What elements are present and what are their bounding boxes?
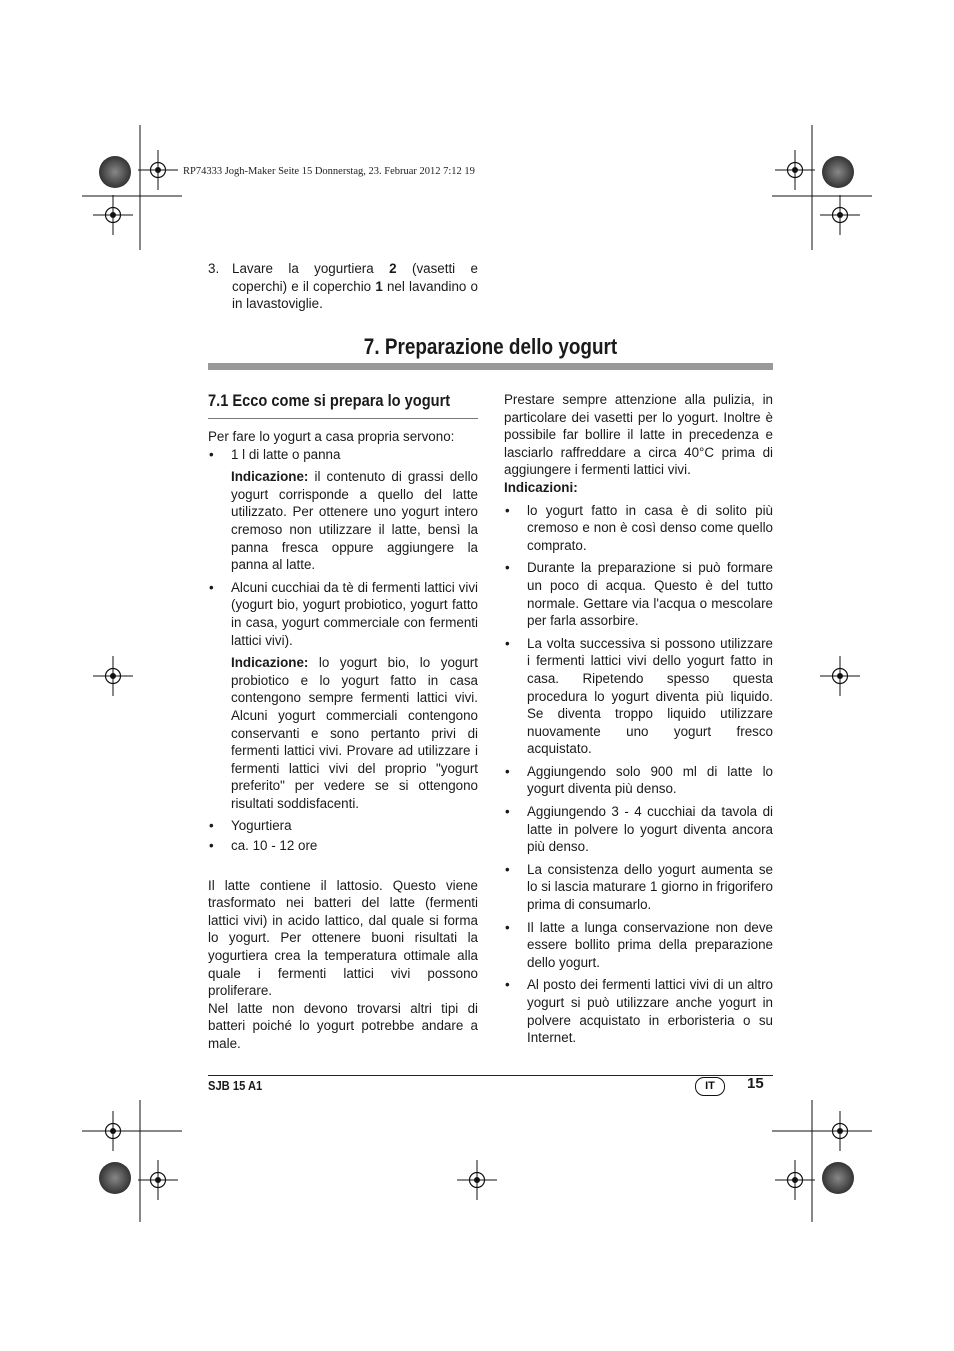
chapter-divider bbox=[208, 363, 773, 370]
list-item: • Il latte a lunga conservazione non deve essere bollito prima della preparazione dello yogurt. bbox=[504, 919, 773, 972]
right-column bbox=[504, 391, 773, 1047]
list-item: • Aggiungendo solo 900 ml di latte lo yogurt diventa più denso. bbox=[504, 763, 773, 798]
intro-text: Prestare sempre attenzione alla pulizia, in particolare dei vasetti per lo yogurt. Inoltre è possibile far bollire il latte in precedenza e lasciarlo raffreddare a circa 40°C prima di aggiungere i fermenti lattici vivi. bbox=[504, 392, 773, 478]
list-item: • Al posto dei fermenti lattici vivi di un altro yogurt si può utilizzare anche yogurt in polvere acquistato in erboristeria o su Internet. bbox=[504, 976, 773, 1046]
list-item: • La volta successiva si possono utilizzare i fermenti lattici vivi dello yogurt fatto in casa. Ripetendo spesso questa procedura lo yogurt diventa più liquido. Se diventa troppo liquido utilizzare nuovamente uno yogurt fresco acquistato. bbox=[504, 635, 773, 758]
body-paragraph: Il latte contiene il lattosio. Questo viene trasformato nei batteri del latte (fermenti lattici vivi) in acido lattico, dal quale si forma lo yogurt. Per ottenere buoni risultati la yogurtiera crea la temperatura ottimale alla quale i fermenti lattici vivi possono proliferare. bbox=[208, 877, 478, 999]
note-paragraph: Indicazione: lo yogurt bio, lo yogurt probiotico e lo yogurt fatto in casa contengono sempre fermenti lattici vivi. Alcuni yogurt commerciali contengono conservanti e sono pertanto privi di fermenti lattici vivi. Provare ad utilizzare i fermenti lattici vivi del proprio "yogurt preferito" per vedere se si ottengono risultati soddisfacenti. bbox=[231, 655, 478, 811]
footer-divider bbox=[208, 1075, 773, 1076]
page-number: 15 bbox=[747, 1075, 764, 1092]
chapter-title: 7. Preparazione dello yogurt bbox=[363, 334, 618, 359]
part-ref-1: 1 bbox=[375, 278, 383, 294]
list-item: • Alcuni cucchiai da tè di fermenti lattici vivi (yogurt bio, yogurt probiotico, yogurt fatto in casa, yogurt commerciale con fermenti lattici vivi). bbox=[208, 579, 478, 649]
language-badge: IT bbox=[695, 1077, 725, 1096]
left-column bbox=[208, 428, 478, 1053]
note-label: Indicazione: bbox=[231, 655, 309, 671]
list-item: • Yogurtiera bbox=[208, 817, 478, 835]
note-label: Indicazione: bbox=[231, 469, 309, 485]
list-item: • Aggiungendo 3 - 4 cucchiai da tavola di latte in polvere lo yogurt diventa ancora più denso. bbox=[504, 803, 773, 856]
list-item: • La consistenza dello yogurt aumenta se lo si lascia maturare 1 giorno in frigorifero prima di consumarlo. bbox=[504, 861, 773, 914]
list-item: • lo yogurt fatto in casa è di solito più cremoso e non è così denso come quello comprato. bbox=[504, 502, 773, 555]
model-number: SJB 15 A1 bbox=[208, 1078, 263, 1093]
intro-text: Per fare lo yogurt a casa propria servono: bbox=[208, 429, 455, 444]
print-job-header: RP74333 Jogh-Maker Seite 15 Donnerstag, 23. Februar 2012 7:12 19 bbox=[183, 166, 475, 177]
list-item: • 1 l di latte o panna bbox=[208, 446, 478, 464]
list-item: • ca. 10 - 12 ore bbox=[208, 837, 478, 855]
section-divider bbox=[208, 418, 478, 419]
list-item: • Durante la preparazione si può formare un poco di acqua. Questo è del tutto normale. Gettare via l'acqua o mescolare per farla assorbire. bbox=[504, 559, 773, 629]
step-3 bbox=[208, 260, 478, 313]
part-ref-2: 2 bbox=[389, 261, 397, 276]
section-title: 7.1 Ecco come si prepara lo yogurt bbox=[208, 391, 451, 410]
step-number: 3. bbox=[208, 261, 220, 276]
note-paragraph: Indicazione: il contenuto di grassi dello yogurt corrisponde a quello del latte utilizzato. Per ottenere uno yogurt intero cremoso non utilizzare il latte, bensì la panna fresca oppure aggiungere la panna al latte. bbox=[231, 469, 478, 573]
body-paragraph: Nel latte non devono trovarsi altri tipi di batteri poiché lo yogurt potrebbe andare a male. bbox=[208, 1000, 478, 1051]
notes-label: Indicazioni: bbox=[504, 479, 578, 495]
step-text: Lavare la yogurtiera 2 (vasetti e coperchi) e il coperchio 1 nel lavandino o in lavastoviglie. bbox=[232, 261, 478, 312]
